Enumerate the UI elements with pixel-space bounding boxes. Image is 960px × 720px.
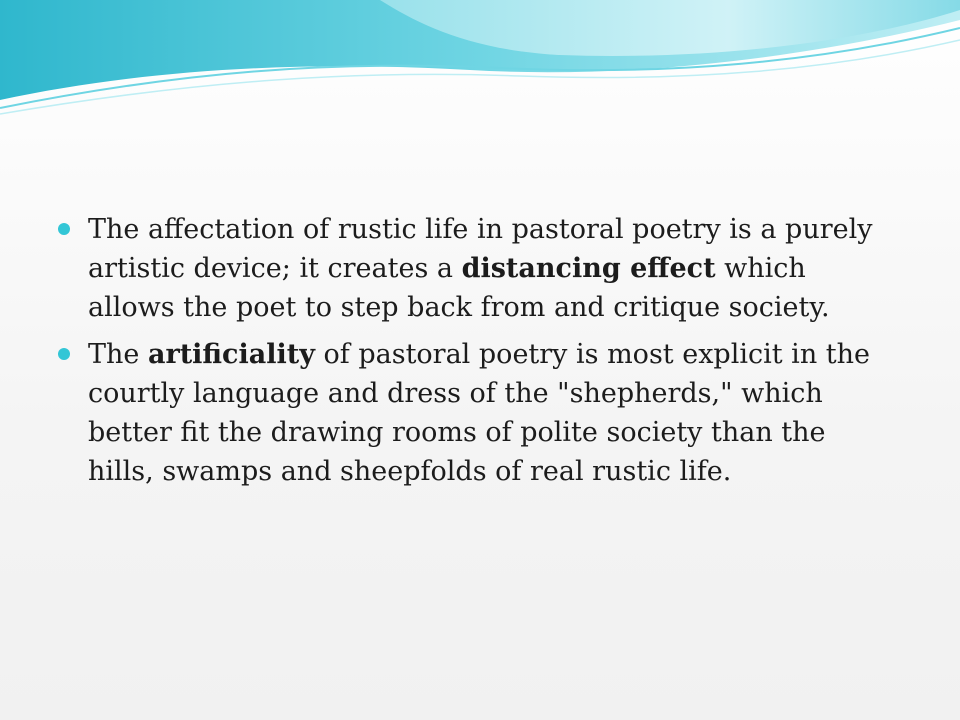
bullet-2-emphasis: artificiality [147, 339, 315, 370]
bullet-list [58, 210, 878, 491]
bullet-2-text-b: of pastoral poetry is most explicit in the courtly language and dress of the "shepherds," which better fit the drawing rooms of polite society than the hills, swamps and sheepfolds of real rustic life. [88, 339, 871, 487]
bullet-item-1 [58, 210, 878, 327]
bullet-1-emphasis: distancing effect [461, 253, 716, 284]
bullet-1-text-a: The affectation of rustic life in pastoral poetry is a purely artistic device; it creates a [88, 214, 873, 284]
bullet-1-text-b: which allows the poet to step back from and critique society. [88, 253, 830, 323]
bullet-item-2 [58, 335, 878, 491]
slide-body [58, 210, 878, 499]
bullet-dot-icon [58, 348, 70, 360]
bullet-dot-icon [58, 223, 70, 235]
header-wave-decoration [0, 0, 960, 115]
bullet-2-text-a: The [88, 339, 148, 370]
